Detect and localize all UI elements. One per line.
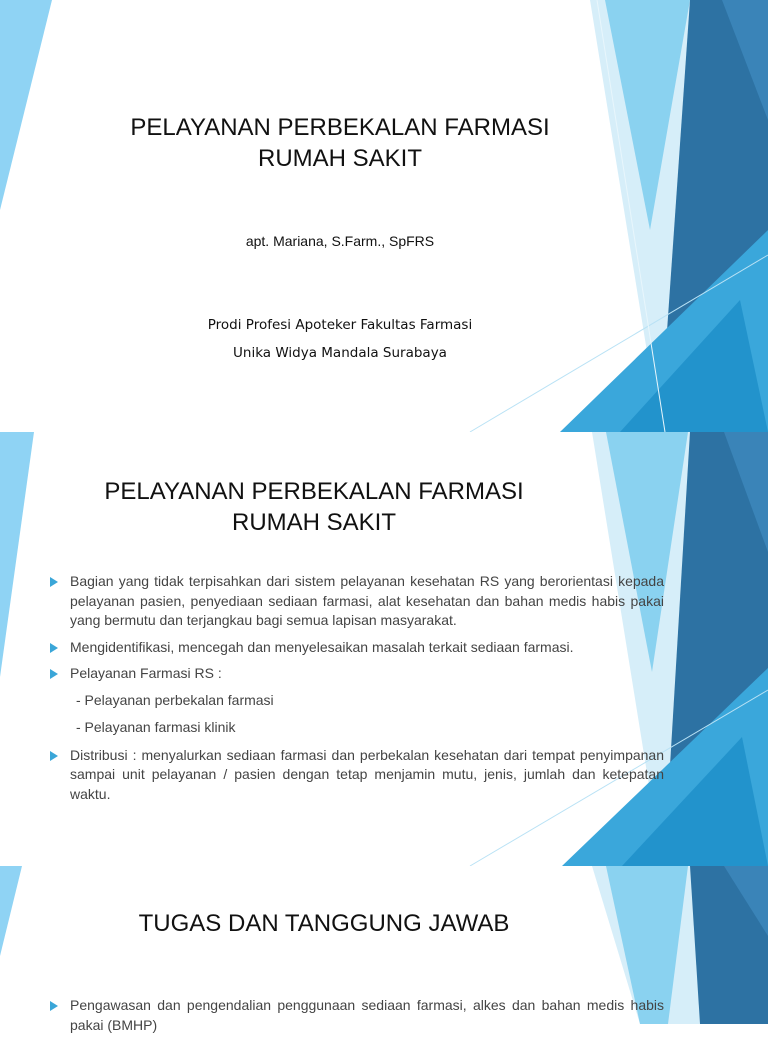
title-line-2: RUMAH SAKIT bbox=[231, 509, 396, 536]
list-item: Pengawasan dan pengendalian penggunaan sediaan farmasi, alkes dan bahan medis habis pakai (BMHP) bbox=[48, 996, 664, 1035]
affiliation bbox=[120, 311, 560, 367]
presentation-title bbox=[90, 112, 590, 174]
bullet-arrow-icon bbox=[50, 643, 58, 653]
slide2-bullet-list bbox=[48, 572, 664, 811]
bullet-arrow-icon bbox=[50, 1001, 58, 1011]
list-item: Mengidentifikasi, mencegah dan menyelesaikan masalah terkait sediaan farmasi. bbox=[48, 638, 664, 658]
left-triangle bbox=[0, 866, 22, 956]
slide3-title: TUGAS DAN TANGGUNG JAWAB bbox=[138, 910, 510, 937]
list-item: Pelayanan Farmasi RS : bbox=[48, 664, 664, 684]
slide-pelayanan bbox=[0, 432, 768, 866]
title-line-1: PELAYANAN PERBEKALAN FARMASI bbox=[104, 478, 524, 505]
title-line-1: PELAYANAN PERBEKALAN FARMASI bbox=[130, 114, 550, 141]
left-triangle bbox=[0, 432, 34, 677]
left-triangle bbox=[0, 0, 52, 210]
bullet-arrow-icon bbox=[50, 751, 58, 761]
title-line-2: RUMAH SAKIT bbox=[257, 145, 422, 172]
affiliation-line-1: Prodi Profesi Apoteker Fakultas Farmasi bbox=[207, 317, 473, 333]
affiliation-line-2: Unika Widya Mandala Surabaya bbox=[233, 345, 447, 361]
bullet-arrow-icon bbox=[50, 577, 58, 587]
slide2-title bbox=[64, 476, 564, 538]
slide-decoration bbox=[0, 0, 768, 432]
bullet-arrow-icon bbox=[50, 669, 58, 679]
slide-tugas bbox=[0, 866, 768, 1033]
sub-list-item: - Pelayanan perbekalan farmasi bbox=[76, 691, 274, 708]
sub-list-item: - Pelayanan farmasi klinik bbox=[76, 719, 236, 735]
slide3-bullet-list bbox=[48, 996, 664, 1042]
author-name: apt. Mariana, S.Farm., SpFRS bbox=[245, 233, 435, 249]
list-item: Distribusi : menyalurkan sediaan farmasi dan perbekalan kesehatan dari tempat penyimpanan sampai unit pelayanan / pasien dengan tetap menjamin mutu, jenis, jumlah dan ketepatan waktu. bbox=[48, 746, 664, 805]
list-item: Bagian yang tidak terpisahkan dari sistem pelayanan kesehatan RS yang berorientasi kepada pelayanan pasien, penyediaan sediaan farmasi, alat kesehatan dan bahan medis habis pakai yang bermutu dan terjangkau bagi semua lapisan masyarakat. bbox=[48, 572, 664, 631]
slide-title bbox=[0, 0, 768, 432]
